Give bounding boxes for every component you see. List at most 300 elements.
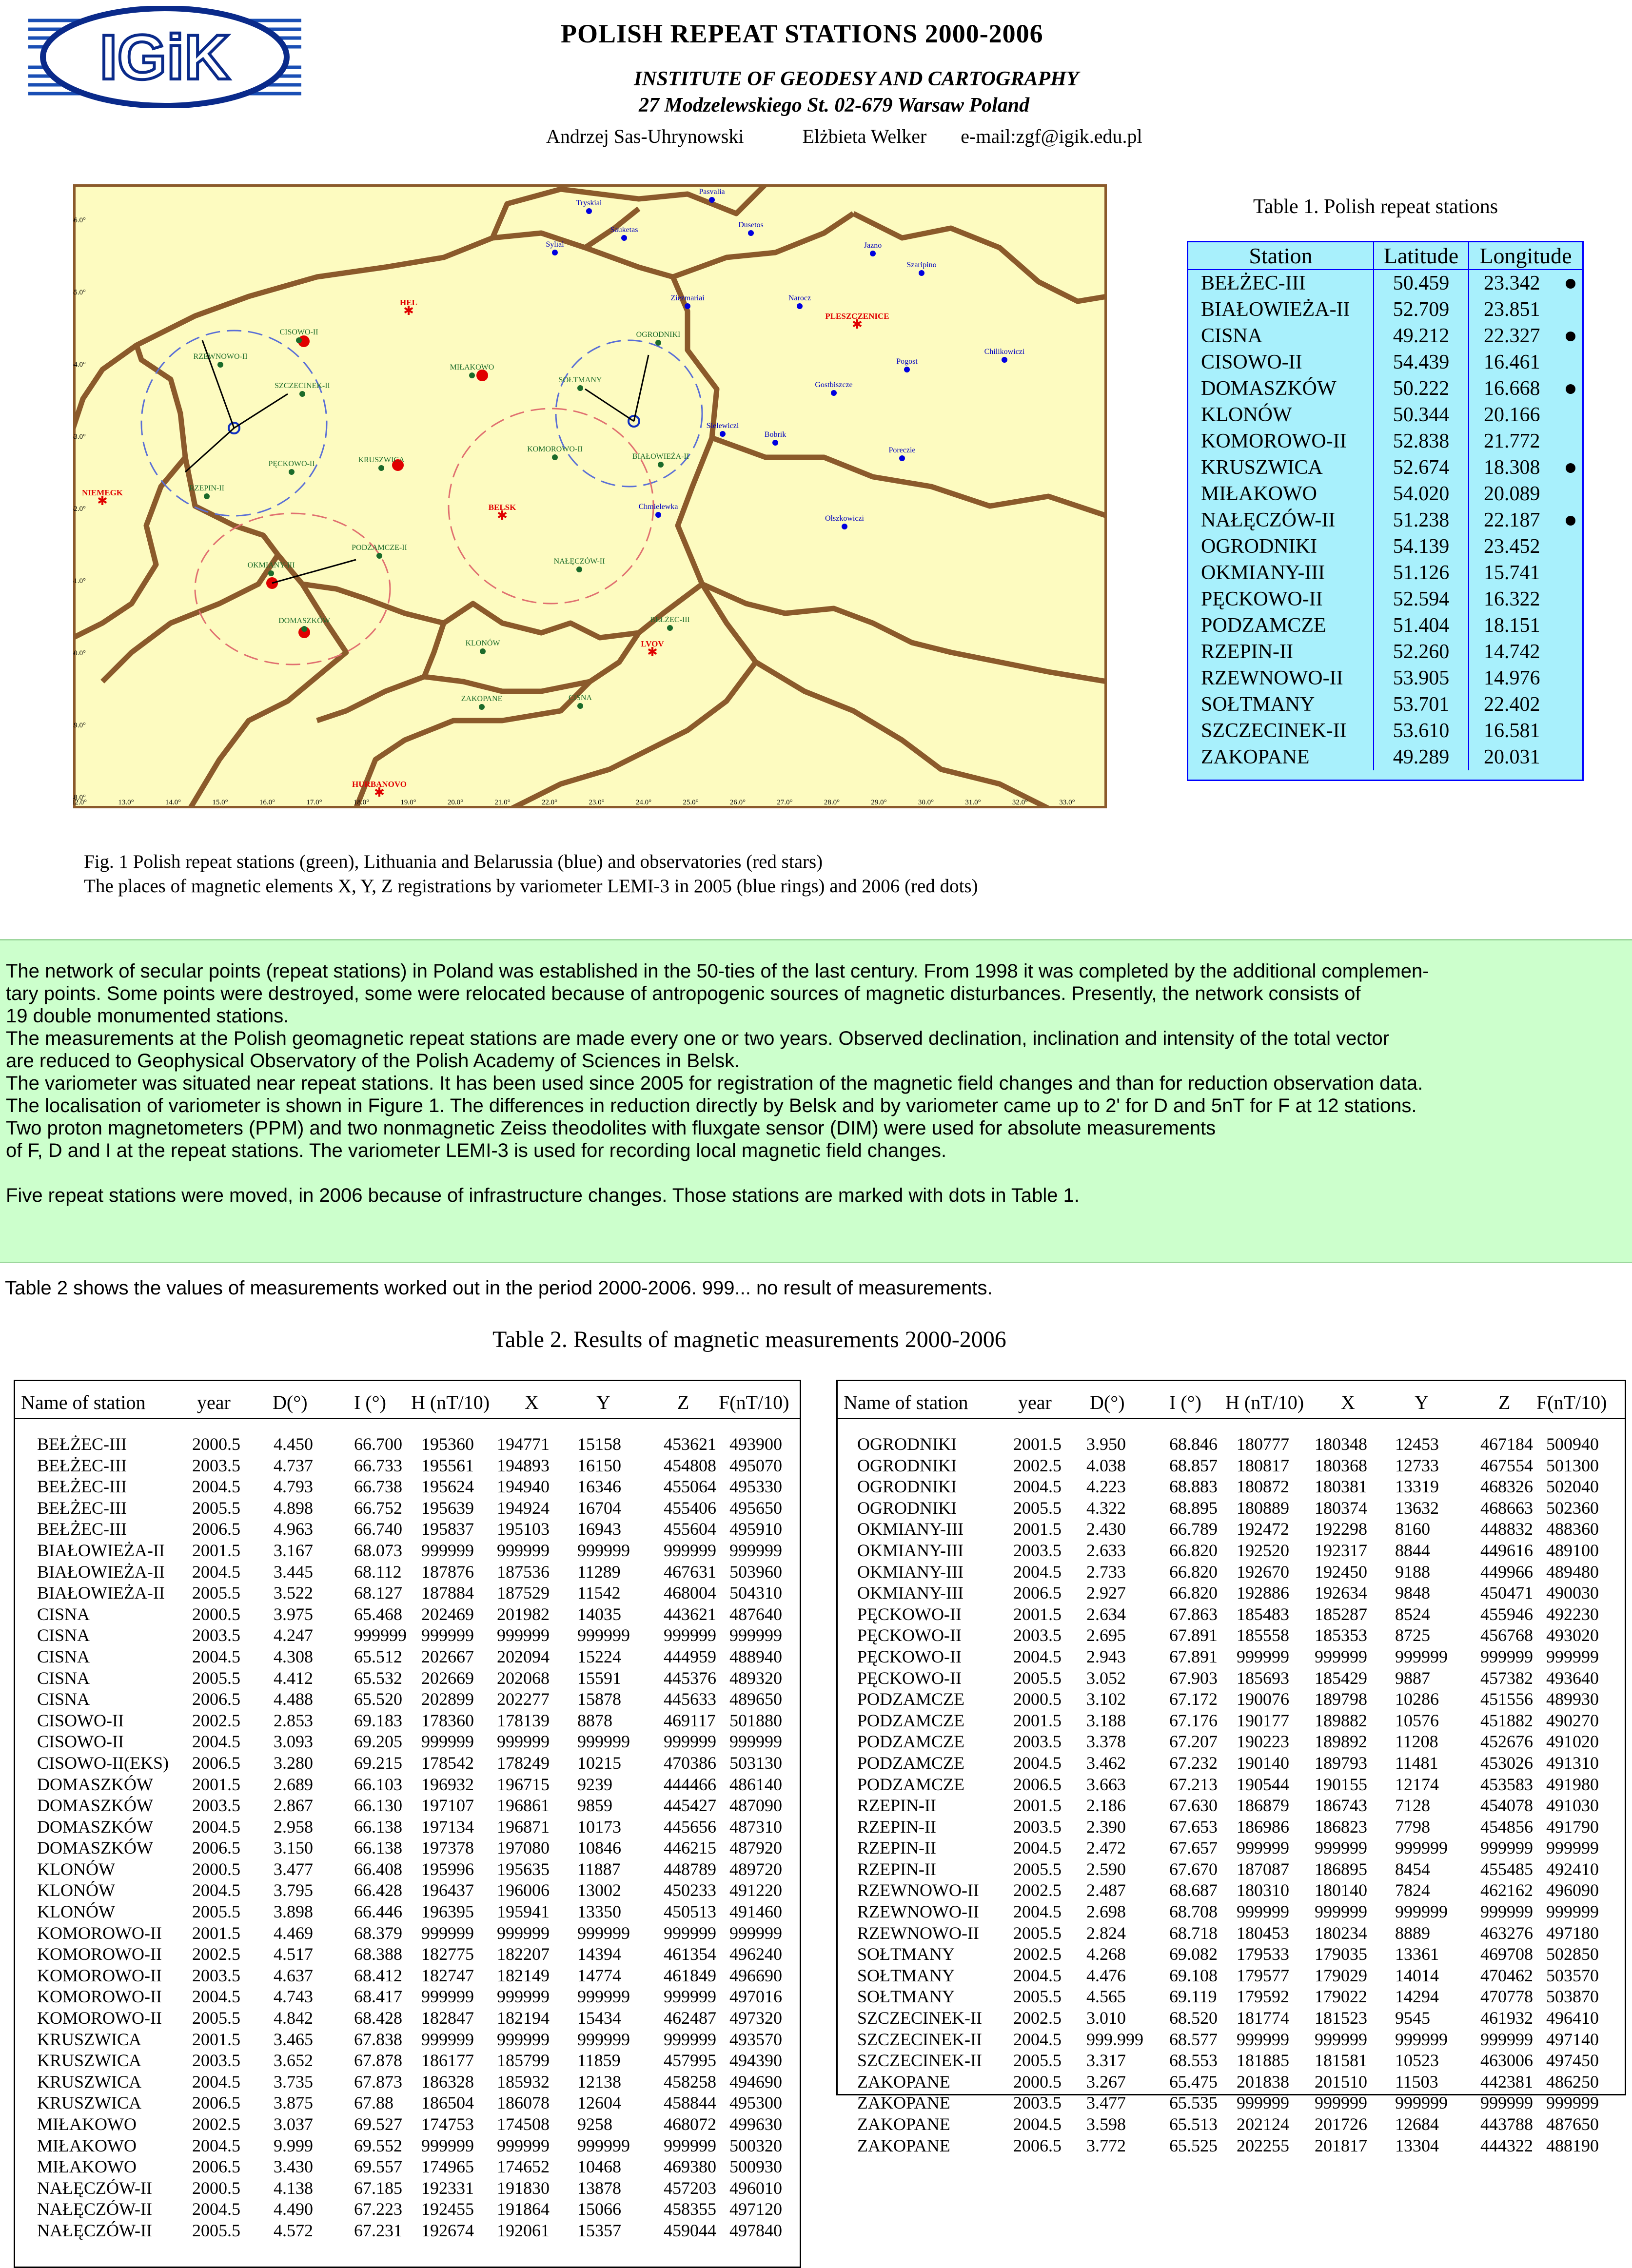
table1-lon-value: 23.342 — [1484, 272, 1540, 294]
table2-cell: 495330 — [729, 1477, 782, 1497]
table1-station-value: PĘCKOWO-II — [1201, 588, 1323, 610]
table2-cell: 2004.5 — [192, 1646, 240, 1666]
table2-row — [838, 2072, 1625, 2093]
svg-text:Sauketas: Sauketas — [610, 226, 638, 234]
table1-row — [1188, 270, 1582, 296]
table1-station-value: KRUSZWICA — [1201, 456, 1323, 479]
table2-cell: 2006.5 — [192, 1689, 240, 1709]
table2-cell: 68.417 — [354, 1987, 402, 2007]
table2-cell: 65.525 — [1169, 2135, 1218, 2155]
table2-cell: 2006.5 — [192, 1838, 240, 1858]
table2-cell: 3.445 — [274, 1562, 313, 1582]
table2-cell: 487640 — [729, 1604, 782, 1624]
table1-cell-station — [1188, 428, 1374, 454]
table2-cell: 2004.5 — [192, 2199, 240, 2219]
body-text-line: of F, D and I at the repeat stations. The variometer LEMI-3 is used for recording local magnetic field changes. — [6, 1140, 947, 1161]
table2-cell: 180889 — [1237, 1498, 1289, 1518]
table2-row — [838, 1923, 1625, 1944]
results-table-right — [836, 1380, 1626, 2155]
map-lon-label: 17.0° — [306, 799, 322, 806]
table2-cell: 4.737 — [274, 1455, 313, 1475]
svg-text:MIŁAKOWO: MIŁAKOWO — [450, 363, 494, 371]
table1-station-value: OKMIANY-III — [1201, 562, 1325, 584]
table2-row — [15, 2220, 800, 2242]
table2-cell: 4.268 — [1086, 1944, 1126, 1964]
svg-text:Olszkowiczi: Olszkowiczi — [825, 514, 864, 523]
table2-cell: 187884 — [421, 1583, 474, 1603]
table2-rows-left — [15, 1434, 800, 2242]
institute-address: 27 Modzelewskiego St. 02-679 Warsaw Poland — [639, 94, 1030, 117]
table2-row — [15, 2135, 800, 2157]
table1-lon-value: 22.402 — [1484, 693, 1540, 716]
table2-cell: 2002.5 — [1013, 1944, 1062, 1964]
table2-cell: 999999 — [729, 1923, 782, 1943]
table1-lon-value: 20.089 — [1484, 483, 1540, 505]
body-text-line: tary points. Some points were destroyed, some were relocated because of antropogenic sources of magnetic disturbances. Presently, the network consists of — [6, 983, 1361, 1004]
table2-cell: 455485 — [1480, 1859, 1533, 1879]
table2-cell: 4.963 — [274, 1519, 313, 1539]
body-text-line: 19 double monumented stations. — [6, 1005, 289, 1027]
table2-cell: 69.108 — [1169, 1965, 1218, 1985]
table2-cell: 451556 — [1480, 1689, 1533, 1709]
table2-cell: 182149 — [497, 1965, 550, 1985]
table2-cell: 13319 — [1395, 1477, 1439, 1497]
table2-cell: 3.598 — [1086, 2114, 1126, 2134]
table1-cell-lon — [1469, 296, 1582, 323]
table1-cell-lat — [1374, 296, 1469, 323]
table2-cell: 496240 — [729, 1944, 782, 1964]
table2-cell: 2.487 — [1086, 1880, 1126, 1900]
table2-cell: 2005.5 — [192, 2220, 240, 2240]
table1-cell-lon — [1469, 428, 1582, 454]
table2-cell: DOMASZKÓW — [37, 1796, 153, 1816]
table2-cell: BEŁŻEC-III — [37, 1519, 127, 1539]
table2-cell: 493640 — [1546, 1668, 1599, 1688]
table2-header-right — [838, 1381, 1625, 1419]
table1-lat-value: 53.701 — [1393, 693, 1450, 716]
table2-cell: 2.590 — [1086, 1859, 1126, 1879]
table1-cell-lon — [1469, 612, 1582, 639]
table2-cell: 181885 — [1237, 2051, 1289, 2071]
table2-cell: 2001.5 — [192, 1540, 240, 1560]
table2-cell: 999999 — [1395, 2029, 1448, 2049]
authors-line: Andrzej Sas-Uhrynowski Elżbieta Welker e-mail:zgf@igik.edu.pl — [546, 125, 1142, 147]
table1-lat-value: 49.212 — [1393, 325, 1450, 347]
table1-lon-value: 16.322 — [1484, 588, 1540, 610]
table2-cell: 999999 — [664, 1540, 716, 1560]
table2-cell: 445656 — [664, 1817, 716, 1837]
table2-cell: 13350 — [577, 1902, 621, 1922]
table2-cell: 174753 — [421, 2114, 474, 2134]
table2-cell: KLONÓW — [37, 1859, 115, 1879]
table2-cell: 186743 — [1315, 1796, 1367, 1816]
table2-cell: 2006.5 — [192, 1519, 240, 1539]
table2-cell: 14014 — [1395, 1965, 1439, 1985]
table2-cell: 66.103 — [354, 1774, 402, 1794]
table2-cell: 2003.5 — [1013, 1817, 1062, 1837]
table2-cell: NAŁĘCZÓW-II — [37, 2199, 152, 2219]
table2-cell: 10576 — [1395, 1710, 1439, 1730]
table2-cell: 68.718 — [1169, 1923, 1218, 1943]
table2-cell: 3.188 — [1086, 1710, 1126, 1730]
table2-cell: 455604 — [664, 1519, 716, 1539]
table2-cell: 495070 — [729, 1455, 782, 1475]
map-lon-label: 30.0° — [918, 799, 934, 806]
table2-cell: 68.895 — [1169, 1498, 1218, 1518]
table2-cell: NAŁĘCZÓW-II — [37, 2220, 152, 2240]
table1-lat-value: 50.344 — [1393, 404, 1450, 426]
table2-cell: 470462 — [1480, 1965, 1533, 1985]
table2-cell: 2.943 — [1086, 1646, 1126, 1666]
table2-cell: 487090 — [729, 1796, 782, 1816]
table2-cell: 66.700 — [354, 1434, 402, 1454]
table2-cell: 9188 — [1395, 1562, 1430, 1582]
table2-cell: 68.708 — [1169, 1902, 1218, 1922]
table2-cell: 2.853 — [274, 1710, 313, 1730]
table2-cell: 12604 — [577, 2093, 621, 2113]
table2-cell: 2.390 — [1086, 1817, 1126, 1837]
table2-cell: 455406 — [664, 1498, 716, 1518]
table2-cell: 462162 — [1480, 1880, 1533, 1900]
map-lat-label: 8.0° — [74, 794, 86, 802]
table1-lon-value: 16.668 — [1484, 377, 1540, 400]
table2-cell: 444466 — [664, 1774, 716, 1794]
table2-cell: 500320 — [729, 2135, 782, 2155]
table1-lat-value: 50.459 — [1393, 272, 1450, 294]
table2-cell: 2001.5 — [192, 1774, 240, 1794]
table2-cell: 9258 — [577, 2114, 612, 2134]
table1-lon-value: 22.187 — [1484, 509, 1540, 531]
table1-cell-station — [1188, 744, 1374, 770]
table2-header-cell: H (nT/10) — [1225, 1391, 1304, 1413]
table2-cell: KRUSZWICA — [37, 2051, 141, 2071]
table2-cell: 999999 — [577, 1732, 630, 1752]
table2-cell: 9.999 — [274, 2135, 313, 2155]
svg-text:RZEWNOWO-II: RZEWNOWO-II — [193, 352, 248, 361]
table2-cell: 11887 — [577, 1859, 621, 1879]
table2-cell: 180872 — [1237, 1477, 1289, 1497]
table2-cell: 187536 — [497, 1562, 550, 1582]
map-lon-label: 18.0° — [353, 799, 370, 806]
svg-text:ZAKOPANE: ZAKOPANE — [461, 695, 503, 703]
table2-cell: 2006.5 — [192, 2157, 240, 2177]
table2-cell: 65.512 — [354, 1646, 402, 1666]
table2-cell: 454856 — [1480, 1817, 1533, 1837]
table2-cell: 2004.5 — [1013, 1562, 1062, 1582]
table2-row — [838, 1434, 1625, 1455]
table2-cell: PODZAMCZE — [857, 1689, 965, 1709]
svg-text:Poreczie: Poreczie — [888, 446, 916, 454]
table2-row — [838, 1817, 1625, 1838]
table1-lat-value: 52.260 — [1393, 641, 1450, 663]
table2-cell: 500940 — [1546, 1434, 1599, 1454]
table2-cell: 12684 — [1395, 2114, 1439, 2134]
table2-cell: 67.176 — [1169, 1710, 1218, 1730]
table2-cell: 202669 — [421, 1668, 474, 1688]
table2-cell: 2005.5 — [192, 1902, 240, 1922]
map-lon-label: 16.0° — [259, 799, 275, 806]
body-text-line: Five repeat stations were moved, in 2006 because of infrastructure changes. Those stations are marked with dots in Table 1. — [6, 1185, 1080, 1206]
table2-cell: 69.527 — [354, 2114, 402, 2134]
table2-cell: ZAKOPANE — [857, 2114, 950, 2134]
table2-cell: 3.052 — [1086, 1668, 1126, 1688]
table2-cell: ZAKOPANE — [857, 2093, 950, 2113]
map-lon-label: 29.0° — [871, 799, 887, 806]
table2-cell: 459044 — [664, 2220, 716, 2240]
table1-cell-lon — [1469, 586, 1582, 612]
table1-lon-value: 14.742 — [1484, 641, 1540, 663]
table2-cell: 2.695 — [1086, 1625, 1126, 1645]
table2-cell: 2001.5 — [1013, 1604, 1062, 1624]
table2-cell: 191830 — [497, 2178, 550, 2198]
table2-cell: 999999 — [729, 1625, 782, 1645]
table2-cell: 186986 — [1237, 1817, 1289, 1837]
table2-cell: 9545 — [1395, 2008, 1430, 2028]
table2-cell: 2003.5 — [1013, 1625, 1062, 1645]
moved-station-dot — [1566, 279, 1575, 289]
table2-cell: 14035 — [577, 1604, 621, 1624]
table2-cell: 3.167 — [274, 1540, 313, 1560]
table2-cell: 2004.5 — [1013, 2029, 1062, 2049]
table2-row — [15, 1838, 800, 1859]
table2-cell: 178139 — [497, 1710, 550, 1730]
table2-cell: 2000.5 — [1013, 2072, 1062, 2092]
table1-lat-value: 52.674 — [1393, 456, 1450, 479]
map-lon-label: 27.0° — [777, 799, 793, 806]
table2-cell: 8889 — [1395, 1923, 1430, 1943]
table2-row — [838, 1795, 1625, 1817]
svg-text:Narocz: Narocz — [788, 294, 811, 302]
table2-cell: 448832 — [1480, 1519, 1533, 1539]
table2-cell: 195941 — [497, 1902, 550, 1922]
table2-row — [15, 2008, 800, 2029]
table2-header-cell: year — [197, 1391, 231, 1413]
table2-cell: 493570 — [729, 2029, 782, 2049]
table2-cell: 999999 — [497, 1732, 550, 1752]
table2-cell: 2000.5 — [192, 1859, 240, 1879]
table2-cell: 2002.5 — [192, 1944, 240, 1964]
table2-cell: 65.475 — [1169, 2072, 1218, 2092]
map-lat-label: 3.0° — [74, 433, 86, 441]
table2-cell: 4.743 — [274, 1987, 313, 2007]
table1-row — [1188, 507, 1582, 533]
table2-cell: 2004.5 — [1013, 2114, 1062, 2134]
table2-cell: 174508 — [497, 2114, 550, 2134]
table2-cell: 196932 — [421, 1774, 474, 1794]
table2-cell: 68.127 — [354, 1583, 402, 1603]
table2-cell: 999999 — [1395, 1902, 1448, 1922]
svg-text:DOMASZKÓW: DOMASZKÓW — [278, 617, 330, 625]
map-lon-label: 15.0° — [212, 799, 228, 806]
table2-cell: 454808 — [664, 1455, 716, 1475]
table2-cell: 999999 — [664, 2135, 716, 2155]
table2-cell: 65.520 — [354, 1689, 402, 1709]
page-title: POLISH REPEAT STATIONS 2000-2006 — [561, 19, 1043, 48]
table1-row — [1188, 428, 1582, 454]
table2-cell: 179035 — [1315, 1944, 1367, 1964]
table1-cell-lon — [1469, 349, 1582, 375]
table2-row — [838, 1668, 1625, 1689]
table1-row — [1188, 454, 1582, 481]
table2-row — [838, 1498, 1625, 1519]
table2-cell: 16150 — [577, 1455, 621, 1475]
table2-cell: 999999 — [1480, 1902, 1533, 1922]
table2-cell: PODZAMCZE — [857, 1710, 965, 1730]
table2-row — [15, 1540, 800, 1562]
table2-cell: 2003.5 — [1013, 1540, 1062, 1560]
svg-text:OKMIANY-III: OKMIANY-III — [247, 561, 295, 569]
table2-cell: SZCZECINEK-II — [857, 2008, 982, 2028]
table2-cell: 3.093 — [274, 1732, 313, 1752]
table1-cell-station — [1188, 454, 1374, 481]
table2-cell: 10215 — [577, 1753, 621, 1773]
map-lat-label: 5.0° — [74, 289, 86, 296]
table2-cell: 67.891 — [1169, 1625, 1218, 1645]
table2-cell: 2006.5 — [192, 2093, 240, 2113]
table2-cell: 3.735 — [274, 2072, 313, 2092]
table1-cell-lon — [1469, 270, 1582, 296]
table2-cell: 2000.5 — [192, 1434, 240, 1454]
table2-cell: 497016 — [729, 1987, 782, 2007]
table2-row — [15, 1519, 800, 1540]
table1-station-value: OGRODNIKI — [1201, 535, 1317, 558]
table1-row — [1188, 402, 1582, 428]
table2-cell: 69.119 — [1169, 1987, 1217, 2007]
table2-cell: 196715 — [497, 1774, 550, 1794]
table1-lat-value: 51.126 — [1393, 562, 1450, 584]
table2-cell: BEŁŻEC-III — [37, 1477, 127, 1497]
table2-cell: 999999 — [729, 1540, 782, 1560]
table2-cell: 2.867 — [274, 1796, 313, 1816]
svg-text:Gostbiszcze: Gostbiszcze — [815, 381, 853, 389]
table2-row — [838, 1455, 1625, 1477]
table2-cell: PĘCKOWO-II — [857, 1604, 962, 1624]
table2-cell: 490030 — [1546, 1583, 1599, 1603]
table2-cell: OKMIANY-III — [857, 1583, 963, 1603]
table2-cell: 11289 — [577, 1562, 621, 1582]
svg-text:HURBANOVO: HURBANOVO — [352, 780, 407, 789]
table2-cell: 185932 — [497, 2072, 550, 2092]
table2-cell: 13361 — [1395, 1944, 1439, 1964]
table2-cell: 2003.5 — [192, 1796, 240, 1816]
table2-header-cell: D(°) — [273, 1391, 308, 1413]
table2-cell: 182775 — [421, 1944, 474, 1964]
table2-cell: 4.138 — [274, 2178, 313, 2198]
table2-cell: 2005.5 — [192, 2008, 240, 2028]
table2-cell: 455946 — [1480, 1604, 1533, 1624]
svg-text:BIAŁOWIEŻA-II: BIAŁOWIEŻA-II — [632, 452, 689, 461]
table1-lon-value: 23.851 — [1484, 298, 1540, 321]
table2-row — [15, 2199, 800, 2220]
svg-text:HEL: HEL — [400, 298, 417, 307]
table2-cell: 68.857 — [1169, 1455, 1218, 1475]
table2-cell: SZCZECINEK-II — [857, 2029, 982, 2049]
table2-cell: MIŁAKOWO — [37, 2157, 137, 2177]
table1-row — [1188, 639, 1582, 665]
table2-cell: 2004.5 — [1013, 1902, 1062, 1922]
table2-cell: 8524 — [1395, 1604, 1430, 1624]
table2-cell: 502850 — [1546, 1944, 1599, 1964]
table1-lat-value: 53.905 — [1393, 667, 1450, 689]
table2-cell: 999999 — [577, 2029, 630, 2049]
table2-cell: 453026 — [1480, 1753, 1533, 1773]
table2-cell: KOMOROWO-II — [37, 1965, 162, 1985]
table2-cell: 12453 — [1395, 1434, 1439, 1454]
table2-cell: 68.388 — [354, 1944, 402, 1964]
table1-row — [1188, 691, 1582, 718]
table2-cell: KOMOROWO-II — [37, 1944, 162, 1964]
table2-cell: 2004.5 — [1013, 1646, 1062, 1666]
table2-cell: 999999 — [1546, 1838, 1599, 1858]
body-text-line: The variometer was situated near repeat stations. It has been used since 2005 for registration of the magnetic field changes and than for reduction observation data. — [6, 1073, 1423, 1094]
figure-caption-line1: Fig. 1 Polish repeat stations (green), Lithuania and Belarussia (blue) and observatories (red stars) — [84, 851, 823, 872]
table2-cell: 457382 — [1480, 1668, 1533, 1688]
table2-cell: OKMIANY-III — [857, 1540, 963, 1560]
table2-cell: 999999 — [497, 1625, 550, 1645]
figure-caption-line2: The places of magnetic elements X, Y, Z registrations by variometer LEMI-3 in 2005 (blue rings) and 2006 (red dots) — [84, 876, 978, 897]
table1-row — [1188, 586, 1582, 612]
table2-row — [838, 1604, 1625, 1625]
svg-text:Sylial: Sylial — [546, 240, 564, 249]
table2-cell: 10846 — [577, 1838, 621, 1858]
table2-cell: 999999 — [1395, 1646, 1448, 1666]
table2-cell: 443621 — [664, 1604, 716, 1624]
table1-cell-station — [1188, 691, 1374, 718]
table2-cell: 3.150 — [274, 1838, 313, 1858]
table2-cell: 192670 — [1237, 1562, 1289, 1582]
table2-cell: 67.172 — [1169, 1689, 1218, 1709]
table2-row — [15, 1817, 800, 1838]
table2-header-left — [15, 1381, 800, 1419]
table1-cell-lon — [1469, 481, 1582, 507]
svg-text:✱: ✱ — [97, 494, 108, 508]
table2-cell: 494690 — [729, 2072, 782, 2092]
table2-cell: 201982 — [497, 1604, 550, 1624]
table2-cell: 3.477 — [1086, 2093, 1126, 2113]
svg-text:KOMOROWO-II: KOMOROWO-II — [527, 445, 583, 453]
table1-station-value: PODZAMCZE — [1201, 614, 1326, 637]
table2-row — [838, 2050, 1625, 2072]
table1-lon-value: 14.976 — [1484, 667, 1540, 689]
table2-cell: 65.532 — [354, 1668, 402, 1688]
table2-cell: 3.430 — [274, 2157, 313, 2177]
table2-cell: 10468 — [577, 2157, 621, 2177]
table2-cell: 68.520 — [1169, 2008, 1218, 2028]
table2-cell: 201510 — [1315, 2072, 1367, 2092]
table2-cell: 461849 — [664, 1965, 716, 1985]
svg-text:Bobrik: Bobrik — [764, 430, 787, 439]
table2-cell: 197080 — [497, 1838, 550, 1858]
table2-cell: 8844 — [1395, 1540, 1430, 1560]
table2-cell: KOMOROWO-II — [37, 1987, 162, 2007]
table2-cell: 2004.5 — [192, 1732, 240, 1752]
table1-cell-station — [1188, 533, 1374, 560]
table2-cell: 444959 — [664, 1646, 716, 1666]
svg-text:KRUSZWICA: KRUSZWICA — [358, 456, 405, 464]
table2-cell: 2001.5 — [1013, 1710, 1062, 1730]
table2-cell: 4.469 — [274, 1923, 313, 1943]
table2-cell: 501300 — [1546, 1455, 1599, 1475]
table2-cell: 185353 — [1315, 1625, 1367, 1645]
table2-cell: RZEWNOWO-II — [857, 1880, 979, 1900]
body-text-line: Two proton magnetometers (PPM) and two nonmagnetic Zeiss theodolites with fluxgate sensor (DIM) were used for absolute measurements — [6, 1117, 1216, 1139]
map-lon-label: 32.0° — [1012, 799, 1028, 806]
table2-cell: 999999 — [664, 1732, 716, 1752]
table2-cell: 999999 — [1237, 1838, 1289, 1858]
table2-cell: CISNA — [37, 1689, 90, 1709]
table2-row — [15, 1646, 800, 1668]
table2-cell: 492230 — [1546, 1604, 1599, 1624]
